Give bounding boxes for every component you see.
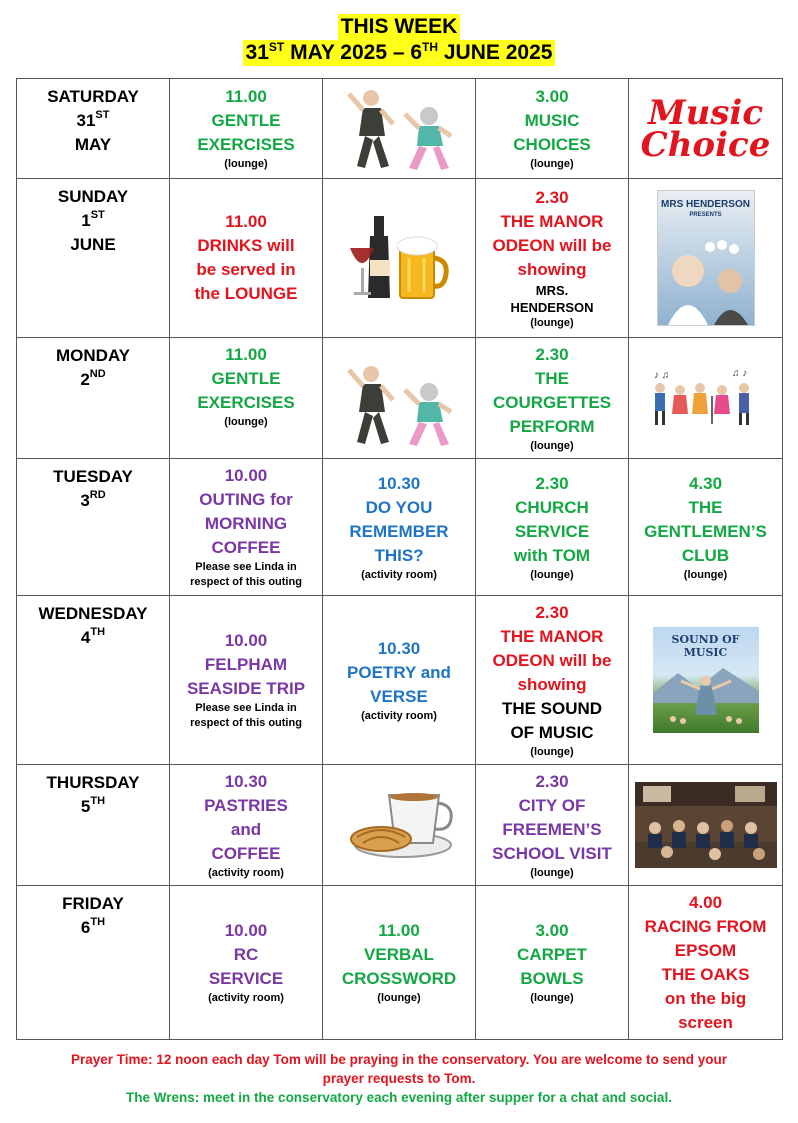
- svg-text:♫ ♪: ♫ ♪: [731, 368, 747, 379]
- table-row: [17, 459, 783, 596]
- table-row: [17, 765, 783, 886]
- svg-text:♪ ♫: ♪ ♫: [653, 370, 669, 381]
- page-title: THIS WEEK: [338, 14, 461, 40]
- activity-cell: 10.30 POETRY and VERSE (activity room): [323, 596, 476, 765]
- activity-cell: 4.00 RACING FROM EPSOM THE OAKS on the big screen: [629, 886, 783, 1040]
- activity-cell: 3.00 MUSIC CHOICES (lounge): [476, 79, 629, 179]
- activity-cell: 2.30 THE MANOR ODEON will be showing MRS. HENDERSON (lounge): [476, 179, 629, 338]
- table-row: [17, 79, 783, 179]
- activity-cell: 10.30 PASTRIES and COFFEE (activity room): [170, 765, 323, 886]
- exercise-image: [323, 79, 476, 179]
- film-poster-sound-of-music: SOUND OF MUSIC: [629, 596, 783, 765]
- activity-cell: 2.30 CHURCH SERVICE with TOM (lounge): [476, 459, 629, 596]
- activity-cell: 2.30 THE COURGETTES PERFORM (lounge): [476, 338, 629, 459]
- coffee-pastry-image: [323, 765, 476, 886]
- activity-cell: 11.00 GENTLE EXERCISES (lounge): [170, 338, 323, 459]
- activity-cell: 11.00 DRINKS will be served in the LOUNGE: [170, 179, 323, 338]
- day-cell: WEDNESDAY 4TH: [17, 596, 170, 765]
- activity-cell: 10.30 DO YOU REMEMBER THIS? (activity room): [323, 459, 476, 596]
- activity-cell: 11.00 GENTLE EXERCISES (lounge): [170, 79, 323, 179]
- day-cell: SUNDAY 1ST JUNE: [17, 179, 170, 338]
- day-cell: SATURDAY 31ST MAY: [17, 79, 170, 179]
- activity-cell: 10.00 FELPHAM SEASIDE TRIP Please see Linda in respect of this outing: [170, 596, 323, 765]
- table-row: [17, 596, 783, 765]
- music-choice-logo: Music Choice: [629, 79, 783, 179]
- table-row: [17, 338, 783, 459]
- school-visit-photo: [629, 765, 783, 886]
- day-cell: MONDAY 2ND: [17, 338, 170, 459]
- day-cell: TUESDAY 3RD: [17, 459, 170, 596]
- exercise-image: [323, 338, 476, 459]
- table-row: [17, 886, 783, 1040]
- day-cell: THURSDAY 5TH: [17, 765, 170, 886]
- wrens-note: The Wrens: meet in the conservatory each evening after supper for a chat and social.: [126, 1090, 672, 1105]
- activity-cell: 2.30 CITY OF FREEMEN’S SCHOOL VISIT (lounge): [476, 765, 629, 886]
- drinks-image: [323, 179, 476, 338]
- date-range: 31ST MAY 2025 – 6TH JUNE 2025: [243, 40, 556, 66]
- singers-image: [629, 338, 783, 459]
- weekly-schedule-table: [16, 78, 783, 1040]
- prayer-note-line-1: Prayer Time: 12 noon each day Tom will be praying in the conservatory. You are welcome to send your: [71, 1052, 727, 1067]
- film-poster-mrs-henderson: MRS HENDERSON PRESENTS: [629, 179, 783, 338]
- activity-cell: 4.30 THE GENTLEMEN’S CLUB (lounge): [629, 459, 783, 596]
- activity-cell: 3.00 CARPET BOWLS (lounge): [476, 886, 629, 1040]
- page-header: [0, 14, 798, 66]
- activity-cell: 10.00 OUTING for MORNING COFFEE Please see Linda in respect of this outing: [170, 459, 323, 596]
- table-row: [17, 179, 783, 338]
- activity-cell: 2.30 THE MANOR ODEON will be showing THE SOUND OF MUSIC (lounge): [476, 596, 629, 765]
- activity-cell: 11.00 VERBAL CROSSWORD (lounge): [323, 886, 476, 1040]
- footer-notes: [0, 1050, 798, 1107]
- activity-cell: 10.00 RC SERVICE (activity room): [170, 886, 323, 1040]
- day-cell: FRIDAY 6TH: [17, 886, 170, 1040]
- prayer-note-line-2: prayer requests to Tom.: [322, 1071, 476, 1086]
